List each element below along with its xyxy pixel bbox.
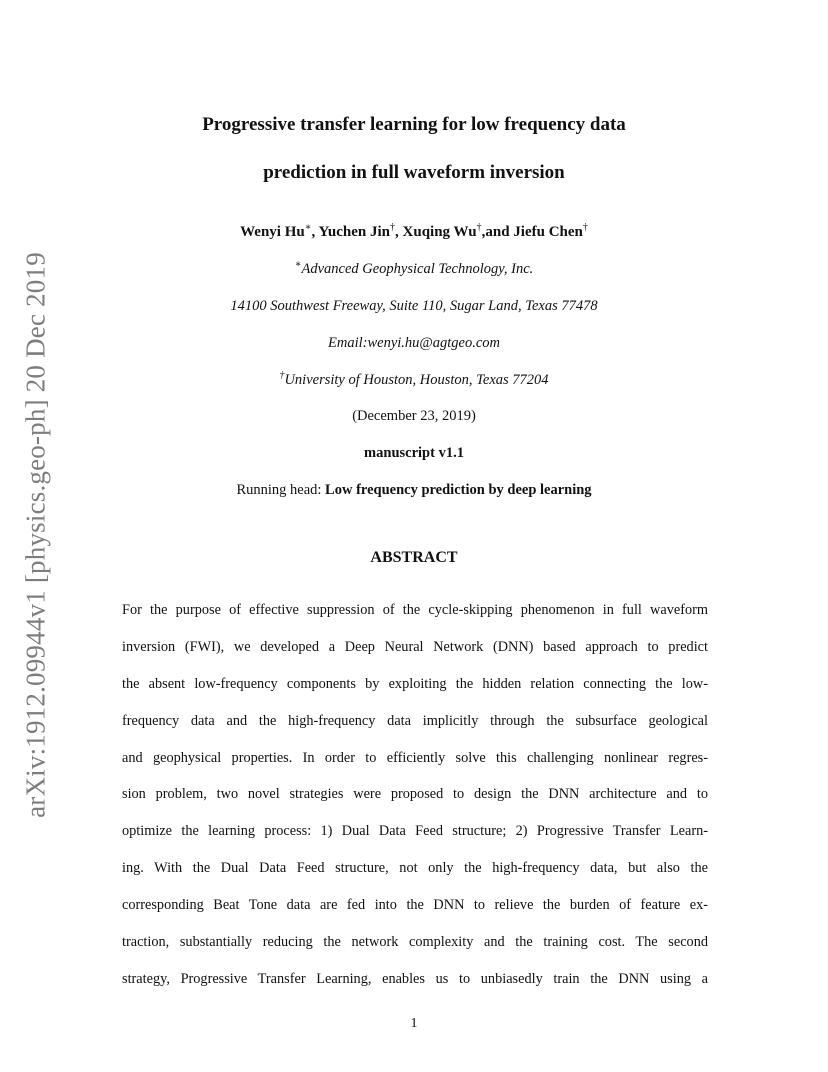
author-1: Wenyi Hu [240,224,305,240]
abstract-line: strategy, Progressive Transfer Learning, enables us to unbiasedly train the DNN using a [122,970,708,987]
abstract-line: ing. With the Dual Data Feed structure, not only the high-frequency data, but also the [122,860,708,877]
author-4: ,and Jiefu Chen [481,224,583,240]
author-2-mark: † [390,222,396,233]
arxiv-stamp-text: arXiv:1912.09944v1 [physics.geo-ph] 20 Dec 2019 [20,252,51,818]
affiliation-2-mark: † [279,370,285,382]
author-3: Xuqing Wu [402,224,477,240]
running-head-text: Low frequency prediction by deep learning [325,482,592,498]
page-number: 1 [410,1016,418,1031]
abstract-line: sion problem, two novel strategies were proposed to design the DNN architecture and to [122,786,708,803]
author-email: Email:wenyi.hu@agtgeo.com [328,335,500,351]
abstract-line: and geophysical properties. In order to efficiently solve this challenging nonlinear regres- [122,749,708,766]
manuscript-version: manuscript v1.1 [364,445,464,461]
abstract-line: the absent low-frequency components by exploiting the hidden relation connecting the low- [122,675,708,692]
affiliation-1-name: Advanced Geophysical Technology, Inc. [301,261,534,277]
running-head [0,482,828,499]
abstract-heading: ABSTRACT [370,549,458,566]
manuscript-date: (December 23, 2019) [352,408,476,424]
abstract-body [122,600,708,1006]
affiliation-2-name: University of Houston, Houston, Texas 77204 [284,372,549,388]
affiliation-2 [0,372,828,389]
author-4-mark: † [582,222,588,233]
abstract-line: For the purpose of effective suppression of the cycle-skipping phenomenon in full waveform [122,602,708,618]
paper-title-line-2: prediction in full waveform inversion [263,162,565,183]
abstract-line: optimize the learning process: 1) Dual Data Feed structure; 2) Progressive Transfer Learn- [122,823,708,840]
author-list: Wenyi Hu∗, Yuchen Jin†, Xuqing Wu†,and Jiefu Chen† [240,222,588,240]
author-1-mark: ∗ [304,222,312,233]
abstract-line: frequency data and the high-frequency data implicitly through the subsurface geological [122,712,708,729]
abstract-line: traction, substantially reducing the network complexity and the training cost. The second [122,934,708,951]
author-2: Yuchen Jin [318,224,391,240]
author-3-mark: † [476,222,482,233]
running-head-label: Running head: [236,482,326,498]
paper-title-line-1: Progressive transfer learning for low frequency data [202,114,626,135]
affiliation-address: 14100 Southwest Freeway, Suite 110, Sugar Land, Texas 77478 [230,298,598,314]
affiliation-1-mark: ∗ [294,259,302,271]
affiliation-1 [0,261,828,278]
abstract-line: inversion (FWI), we developed a Deep Neural Network (DNN) based approach to predict [122,638,708,655]
abstract-line: corresponding Beat Tone data are fed into the DNN to relieve the burden of feature ex- [122,897,708,914]
